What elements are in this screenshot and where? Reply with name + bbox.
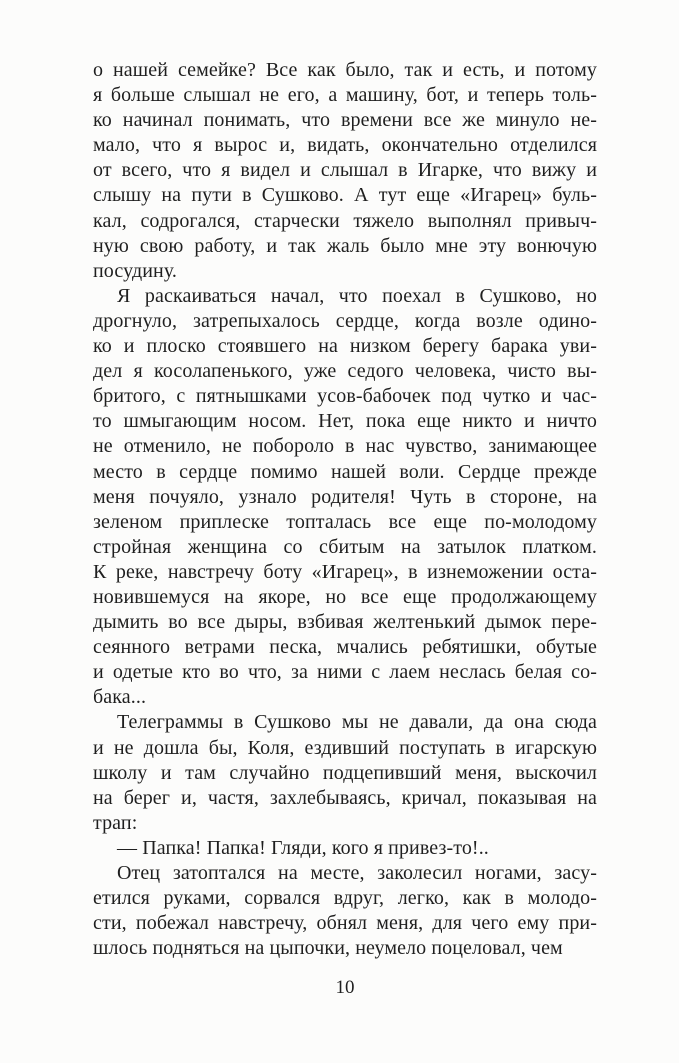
page-number: 10 <box>335 977 355 998</box>
text-line: мало, что я вырос и, видать, окончательно отделился <box>93 134 597 157</box>
text-line: етился руками, сорвался вдруг, легко, как в молодо- <box>93 887 597 910</box>
text-line: шлось подняться на цыпочки, неумело поцеловал, чем <box>93 937 563 960</box>
text-line: ную свою работу, и так жаль было мне эту вонючую <box>93 234 597 257</box>
text-line: Телеграммы в Сушково мы не давали, да она сюда <box>117 711 597 734</box>
text-line: посудину. <box>93 259 178 282</box>
text-line: дымить во все дыры, взбивая желтенький дымок пере- <box>93 611 597 634</box>
text-line: дел я косолапенького, уже седого человека, чисто вы- <box>93 360 597 383</box>
text-line: о нашей семейке? Все как было, так и есть, и потому <box>93 59 597 81</box>
paragraph <box>93 58 597 284</box>
text-line: и одетые кто во что, за ними с лаем неслась белая со- <box>93 661 597 684</box>
text-line: школу и там случайно подцепивший меня, выскочил <box>93 761 597 784</box>
text-line: Отец затоптался на месте, заколесил ногами, засу- <box>117 862 597 884</box>
text-line: дрогнуло, затрепыхалось сердце, когда возле одино- <box>93 309 597 332</box>
text-column <box>93 58 597 961</box>
text-line: кал, содрогался, старчески тяжело выполнял привыч- <box>93 209 597 232</box>
paragraph <box>93 836 597 861</box>
text-line: то шмыгающим носом. Нет, пока еще никто и ничто <box>93 410 597 433</box>
text-line: я больше слышал не его, а машину, бот, и теперь толь- <box>93 84 597 107</box>
paragraph <box>93 284 597 711</box>
text-line: К реке, навстречу боту «Игарец», в изнеможении оста- <box>93 560 597 583</box>
text-line: меня почуяло, узнало родителя! Чуть в стороне, на <box>93 485 597 508</box>
text-line: бака... <box>93 686 147 709</box>
text-line: Я раскаиваться начал, что поехал в Сушково, но <box>117 284 597 307</box>
text-line: трап: <box>93 811 138 834</box>
text-line: сеянного ветрами песка, мчались ребятишки, обутые <box>93 636 597 659</box>
paragraph <box>93 710 597 835</box>
text-line: место в сердце помимо нашей воли. Сердце прежде <box>93 460 597 483</box>
text-line: бритого, с пятнышками усов-бабочек под чутко и час- <box>93 385 597 408</box>
text-line: сти, побежал навстречу, обнял меня, для чего ему при- <box>93 912 597 935</box>
paragraph <box>93 861 597 961</box>
text-line: слышу на пути в Сушково. А тут еще «Игарец» буль- <box>93 184 597 207</box>
text-line: не отменило, не побороло в нас чувство, занимающее <box>93 435 597 458</box>
text-line: от всего, что я видел и слышал в Игарке, что вижу и <box>93 159 597 182</box>
text-line: и не дошла бы, Коля, ездивший поступать в игарскую <box>93 736 597 759</box>
text-line: ко и плоско стоявшего на низком берегу барака уви- <box>93 335 597 358</box>
text-line: новившемуся на якоре, но все еще продолжающему <box>93 585 597 608</box>
text-line: зеленом приплеске топталась все еще по-молодому <box>93 510 597 533</box>
text-line: — Папка! Папка! Гляди, кого я привез-то!.. <box>117 836 489 859</box>
text-line: стройная женщина со сбитым на затылок платком. <box>93 535 597 558</box>
text-line: на берег и, частя, захлебываясь, кричал, показывая на <box>93 786 597 809</box>
text-line: ко начинал понимать, что времени все же минуло не- <box>93 109 597 132</box>
